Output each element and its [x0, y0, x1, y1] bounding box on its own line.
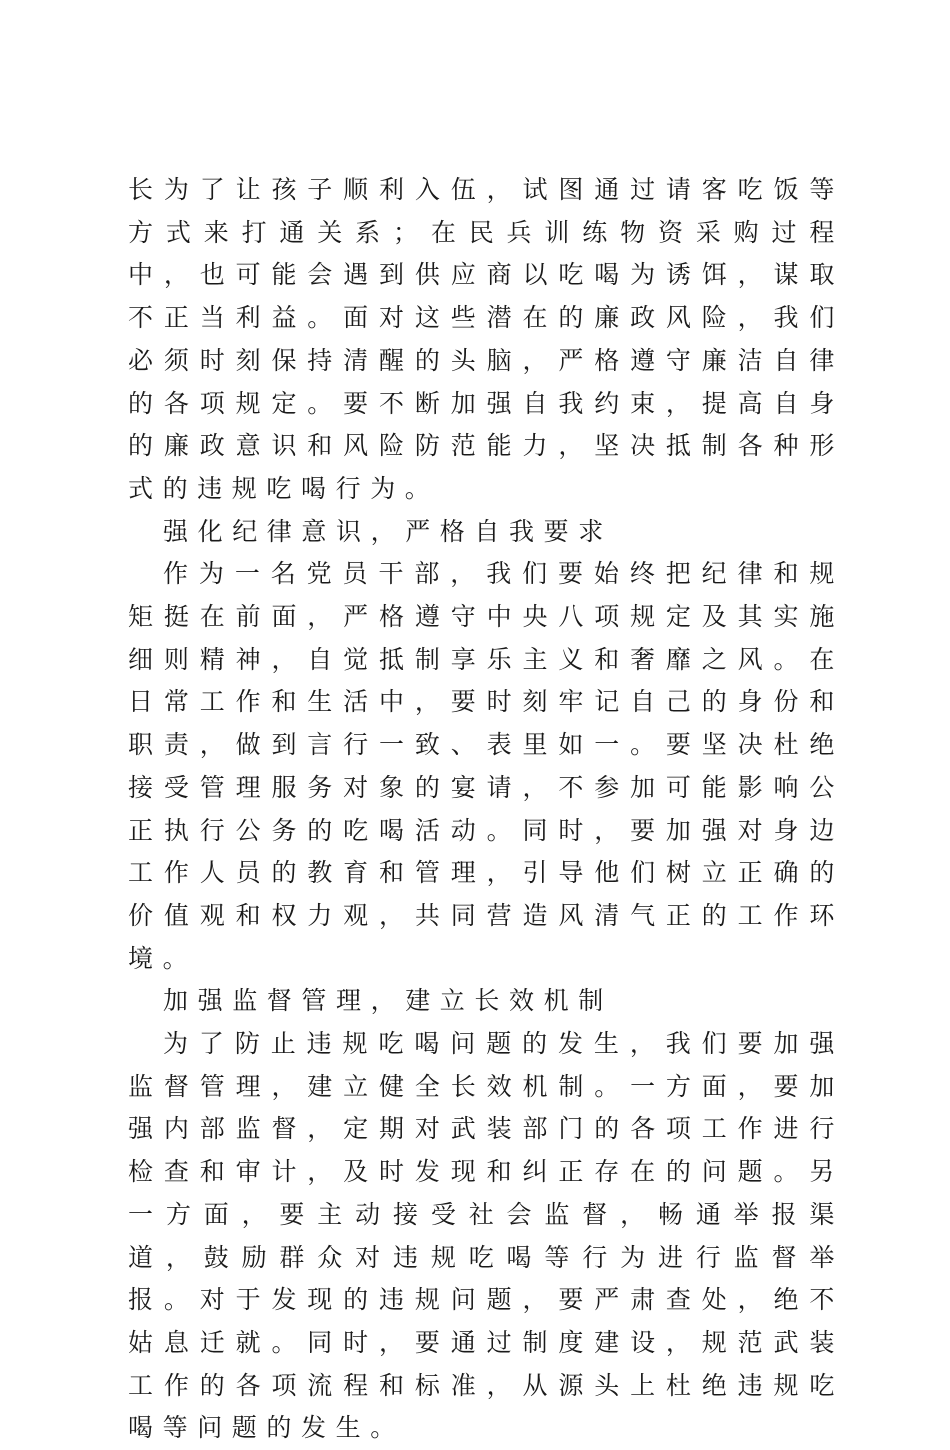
paragraph-continued-risk: 长为了让孩子顺利入伍，试图通过请客吃饭等方式来打通关系；在民兵训练物资采购过程中，也可能会遇到供应商以吃喝为诱饵，谋取不正当利益。面对这些潜在的廉政风险，我们必须时刻保持清醒的头脑，严格遵守廉洁自律的各项规定。要不断加强自我约束，提高自身的廉政意识和风险防范能力，坚决抵制各种形式的违规吃喝行为。 [128, 175, 844, 503]
section-heading-supervision: 加强监督管理，建立长效机制 [163, 986, 613, 1016]
section-heading-discipline: 强化纪律意识，严格自我要求 [163, 516, 613, 546]
paragraph-discipline: 作为一名党员干部，我们要始终把纪律和规矩挺在前面，严格遵守中央八项规定及其实施细则精神，自觉抵制享乐主义和奢靡之风。在日常工作和生活中，要时刻牢记自己的身份和职责，做到言行一致、表里如一。要坚决杜绝接受管理服务对象的宴请，不参加可能影响公正执行公务的吃喝活动。同时，要加强对身边工作人员的教育和管理，引导他们树立正确的价值观和权力观，共同营造风清气正的工作环境。 [128, 559, 844, 973]
document-body [128, 169, 844, 1450]
paragraph-supervision: 为了防止违规吃喝问题的发生，我们要加强监督管理，建立健全长效机制。一方面，要加强内部监督，定期对武装部门的各项工作进行检查和审计，及时发现和纠正存在的问题。另一方面，要主动接受社会监督，畅通举报渠道，鼓励群众对违规吃喝等行为进行监督举报。对于发现的违规问题，要严肃查处，绝不姑息迁就。同时，要通过制度建设，规范武装工作的各项流程和标准，从源头上杜绝违规吃喝等问题的发生。 [128, 1029, 844, 1443]
